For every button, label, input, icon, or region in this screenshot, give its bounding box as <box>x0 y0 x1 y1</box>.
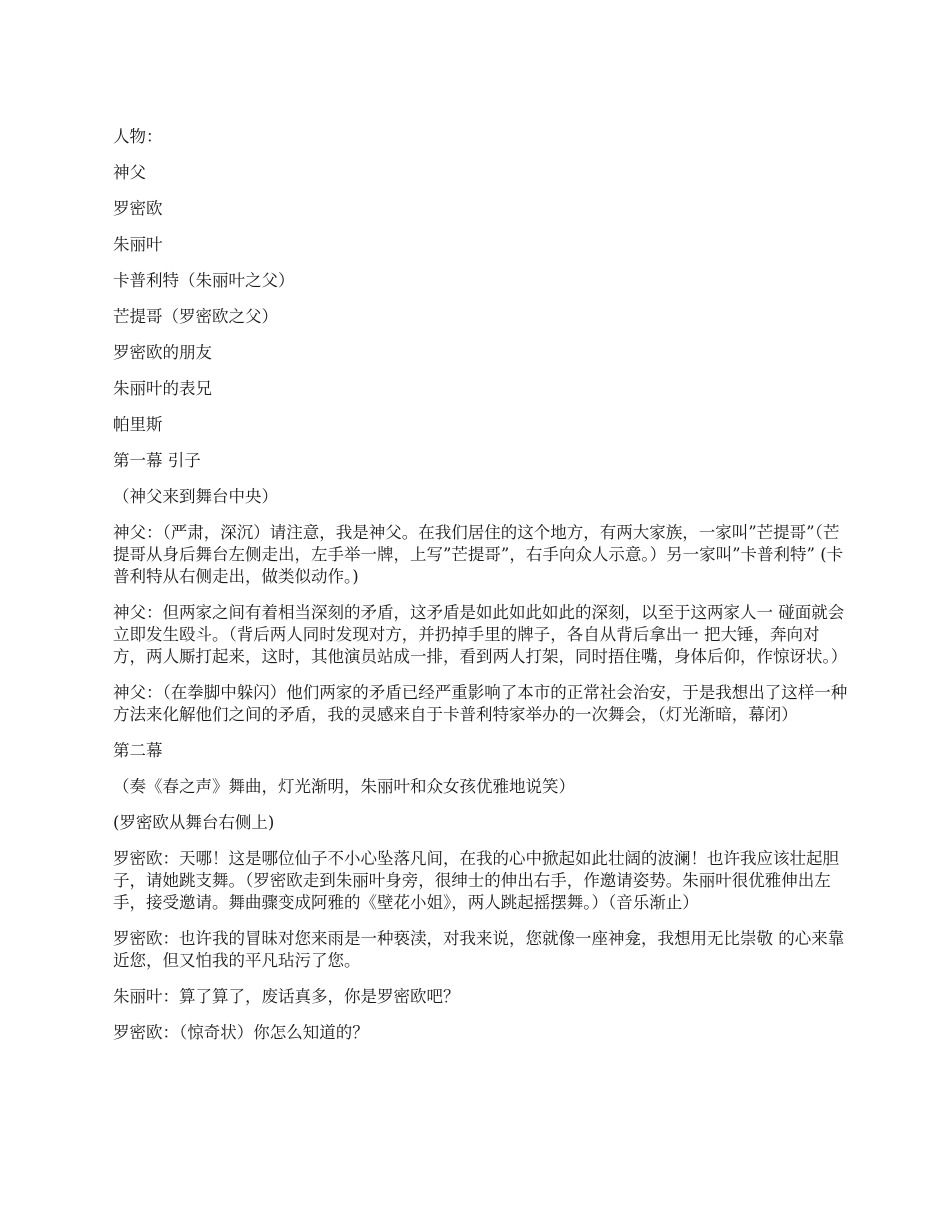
dialogue-paragraph: 罗密欧：天哪！这是哪位仙子不小心坠落凡间，在我的心中掀起如此壮阔的波澜！也许我应该壮起胆子，请她跳支舞。（罗密欧走到朱丽叶身旁，很绅士的伸出右手，作邀请姿势。朱丽叶很优雅伸出左手，接受邀请。舞曲骤变成阿雅的《壁花小姐》，两人跳起摇摆舞。）（音乐渐止） <box>113 849 839 912</box>
stage-direction: （神父来到舞台中央） <box>113 487 278 506</box>
cast-item-romeo: 罗密欧 <box>113 199 163 218</box>
cast-item-juliet-cousin: 朱丽叶的表兄 <box>113 379 212 398</box>
document-page <box>113 126 850 1058</box>
cast-item-romeo-friend: 罗密欧的朋友 <box>113 343 212 362</box>
stage-direction: (罗密欧从舞台右侧上) <box>113 813 275 832</box>
dialogue-paragraph: 罗密欧：（惊奇状）你怎么知道的？ <box>113 1023 369 1042</box>
dialogue-paragraph: 罗密欧：也许我的冒昧对您来雨是一种亵渎，对我来说，您就像一座神龛，我想用无比崇敬 的心来靠近您，但又怕我的平凡玷污了您。 <box>113 929 845 970</box>
act-two-heading: 第二幕 <box>113 741 163 760</box>
cast-heading: 人物： <box>113 127 163 146</box>
dialogue-paragraph: 朱丽叶：算了算了，废话真多，你是罗密欧吧？ <box>113 987 460 1006</box>
cast-item-juliet: 朱丽叶 <box>113 235 163 254</box>
cast-item-priest: 神父 <box>113 163 146 182</box>
act-one-heading: 第一幕 引子 <box>113 451 201 470</box>
cast-item-montague: 芒提哥（罗密欧之父） <box>113 307 278 326</box>
dialogue-paragraph: 神父：（在拳脚中躲闪）他们两家的矛盾已经严重影响了本市的正常社会治安，于是我想出了这样一种方法来化解他们之间的矛盾，我的灵感来自于卡普利特家举办的一次舞会，（灯光渐暗，幕闭） <box>113 683 848 724</box>
dialogue-paragraph: 神父：（严肃，深沉）请注意，我是神父。在我们居住的这个地方，有两大家族，一家叫”芒提哥”（芒提哥从身后舞台左侧走出，左手举一牌，上写”芒提哥”，右手向众人示意。）另一家叫”卡普利特” (卡普利特从右侧走出，做类似动作。) <box>113 523 844 586</box>
dialogue-paragraph: 神父：但两家之间有着相当深刻的矛盾，这矛盾是如此如此如此的深刻，以至于这两家人一 碰面就会立即发生殴斗。（背后两人同时发现对方，并扔掉手里的牌子，各自从背后拿出一 把大锤，奔向对方，两人厮打起来，这时，其他演员站成一排，看到两人打架，同时捂住嘴，身体后仰，作惊讶状。） <box>113 603 848 666</box>
cast-item-paris: 帕里斯 <box>113 415 163 434</box>
cast-item-capulet: 卡普利特（朱丽叶之父） <box>113 271 295 290</box>
stage-direction: （奏《春之声》舞曲，灯光渐明，朱丽叶和众女孩优雅地说笑） <box>113 777 575 796</box>
